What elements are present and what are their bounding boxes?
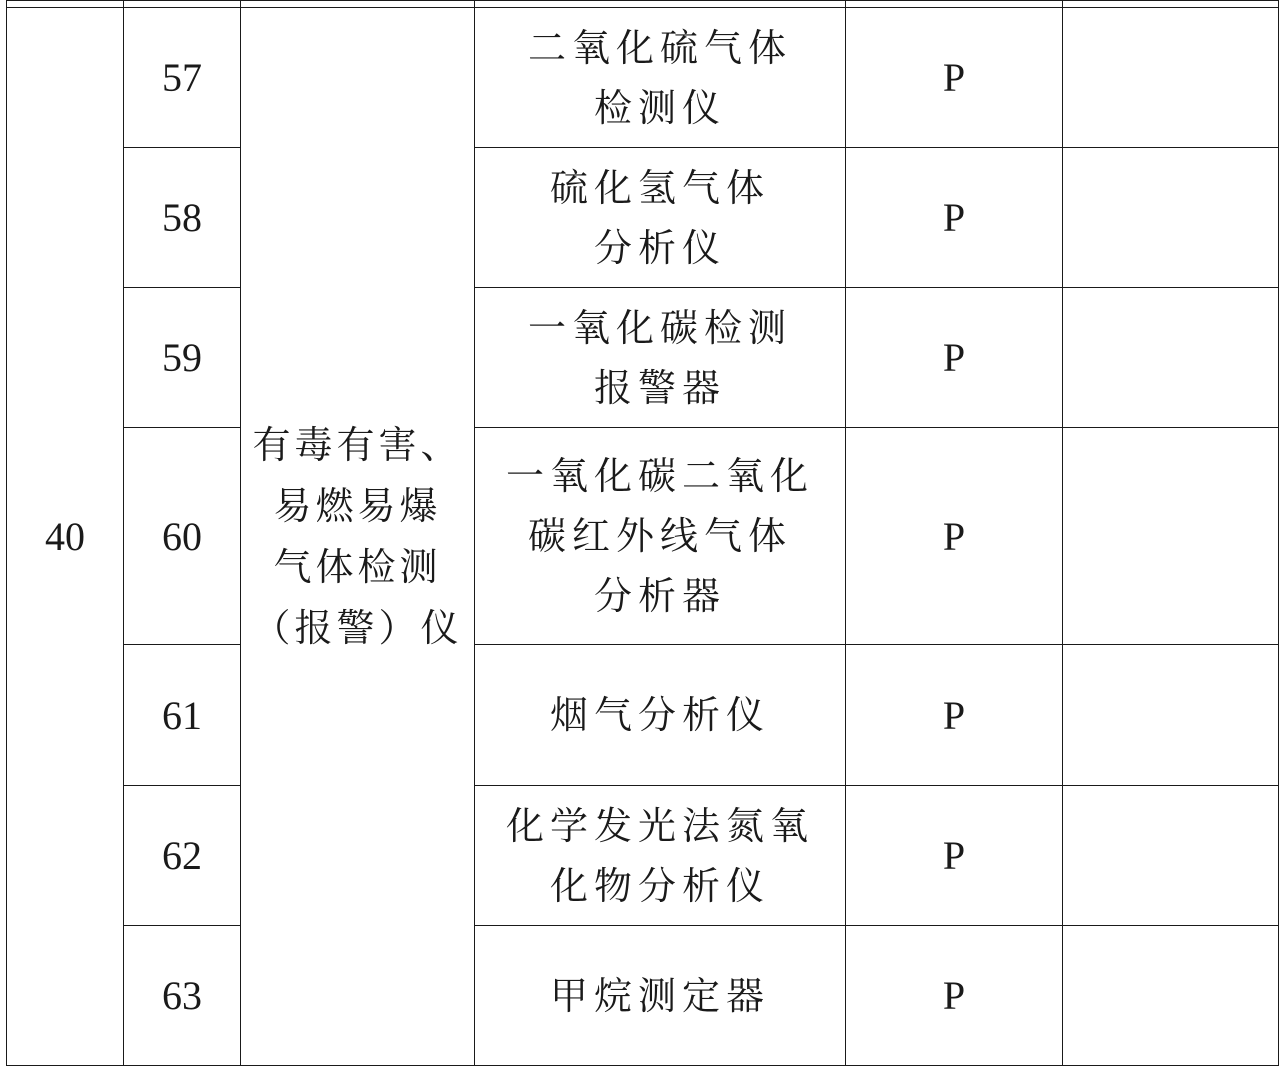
instrument-name-line: 甲烷测定器 <box>549 973 770 1018</box>
category-line: （报警）仪 <box>252 605 463 650</box>
table-row <box>7 926 1279 1066</box>
note-cell <box>1063 288 1279 428</box>
category-line: 易燃易爆 <box>273 483 442 528</box>
instrument-name-line: 化物分析仪 <box>549 863 770 908</box>
instrument-name-line: 化学发光法氮氧 <box>505 803 814 848</box>
instrument-name-line: 二氧化硫气体 <box>527 25 792 70</box>
instrument-table <box>6 0 1279 1066</box>
instrument-name-cell <box>475 645 846 786</box>
note-cell <box>1063 8 1279 148</box>
category-cell <box>241 8 475 1066</box>
mark-cell: P <box>846 926 1063 1066</box>
note-cell <box>1063 428 1279 645</box>
instrument-name-line: 一氧化碳检测 <box>527 305 792 350</box>
group-number-cell: 40 <box>7 8 124 1066</box>
instrument-name-line: 分析器 <box>593 574 726 618</box>
category-line: 气体检测 <box>273 544 442 589</box>
instrument-name-cell <box>475 148 846 288</box>
instrument-name-line: 分析仪 <box>593 225 726 270</box>
instrument-name-line: 烟气分析仪 <box>549 693 770 737</box>
mark-cell: P <box>846 288 1063 428</box>
note-cell <box>1063 645 1279 786</box>
top-strip-cell <box>124 1 241 8</box>
note-cell <box>1063 148 1279 288</box>
table-row <box>7 786 1279 926</box>
top-strip-cell <box>846 1 1063 8</box>
table-row <box>7 288 1279 428</box>
instrument-name-cell <box>475 428 846 645</box>
seq-cell: 59 <box>124 288 241 428</box>
seq-cell: 58 <box>124 148 241 288</box>
seq-cell: 60 <box>124 428 241 645</box>
note-cell <box>1063 786 1279 926</box>
seq-cell: 61 <box>124 645 241 786</box>
instrument-name-line: 碳红外线气体 <box>527 514 792 558</box>
table-container <box>6 0 1278 1064</box>
category-line: 有毒有害、 <box>252 422 463 467</box>
mark-cell: P <box>846 8 1063 148</box>
instrument-name-cell <box>475 926 846 1066</box>
instrument-name-line: 检测仪 <box>593 85 726 130</box>
instrument-name-cell <box>475 288 846 428</box>
mark-cell: P <box>846 428 1063 645</box>
mark-cell: P <box>846 645 1063 786</box>
table-row <box>7 428 1279 645</box>
top-strip-cell <box>475 1 846 8</box>
table-row <box>7 148 1279 288</box>
note-cell <box>1063 926 1279 1066</box>
mark-cell: P <box>846 786 1063 926</box>
instrument-name-cell <box>475 786 846 926</box>
seq-cell: 62 <box>124 786 241 926</box>
top-strip-cell <box>1063 1 1279 8</box>
mark-cell: P <box>846 148 1063 288</box>
seq-cell: 57 <box>124 8 241 148</box>
table-top-strip <box>7 1 1279 8</box>
instrument-name-line: 一氧化碳二氧化 <box>505 454 814 498</box>
top-strip-cell <box>7 1 124 8</box>
seq-cell: 63 <box>124 926 241 1066</box>
table-row <box>7 8 1279 148</box>
instrument-name-cell <box>475 8 846 148</box>
table-row <box>7 645 1279 786</box>
instrument-name-line: 硫化氢气体 <box>549 165 770 210</box>
top-strip-cell <box>241 1 475 8</box>
instrument-name-line: 报警器 <box>593 365 726 410</box>
